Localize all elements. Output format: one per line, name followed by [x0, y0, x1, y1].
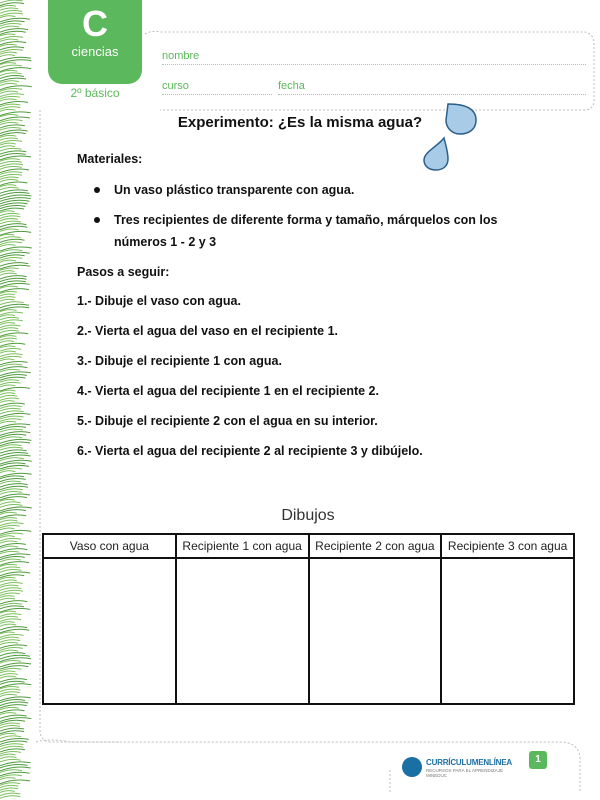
name-line[interactable] [162, 64, 586, 65]
drawing-cell-recipiente-1[interactable] [176, 558, 309, 704]
logo-text: CURRÍCULUMENLÍNEA [426, 758, 512, 767]
grade-label: 2º básico [70, 86, 120, 100]
course-line[interactable] [162, 94, 272, 95]
page-number: 1 [529, 751, 547, 769]
step-item: 6.- Vierta el agua del recipiente 2 al recipiente 3 y dibújelo. [77, 444, 423, 458]
column-header: Recipiente 1 con agua [176, 534, 309, 558]
step-item: 3.- Dibuje el recipiente 1 con agua. [77, 354, 282, 368]
drawing-cell-vaso[interactable] [43, 558, 176, 704]
drawing-cell-recipiente-3[interactable] [441, 558, 574, 704]
column-header: Recipiente 3 con agua [441, 534, 574, 558]
course-label: curso [162, 80, 189, 92]
curriculum-logo [402, 755, 512, 779]
drawings-title: Dibujos [281, 507, 335, 524]
logo-subtext: RECURSOS PARA EL APRENDIZAJE MINEDUC [426, 768, 504, 778]
drawing-cell-recipiente-2[interactable] [309, 558, 442, 704]
bullet-icon [94, 187, 100, 193]
column-header: Vaso con agua [43, 534, 176, 558]
logo-arrow-icon [402, 757, 422, 777]
materials-heading: Materiales: [77, 152, 143, 166]
date-line[interactable] [278, 94, 586, 95]
step-item: 4.- Vierta el agua del recipiente 1 en el recipiente 2. [77, 384, 379, 398]
step-item: 1.- Dibuje el vaso con agua. [77, 294, 241, 308]
badge-subject: ciencias [71, 44, 119, 59]
subject-badge [48, 0, 142, 84]
date-label: fecha [278, 80, 305, 92]
step-item: 5.- Dibuje el recipiente 2 con el agua en su interior. [77, 414, 378, 428]
drawings-table [42, 533, 575, 705]
badge-letter: C [82, 3, 108, 44]
water-drops-icon [420, 102, 480, 172]
materials-item: Un vaso plástico transparente con agua. [114, 183, 355, 197]
column-header: Recipiente 2 con agua [309, 534, 442, 558]
name-label: nombre [162, 50, 200, 62]
page-title: Experimento: ¿Es la misma agua? [177, 114, 423, 131]
step-item: 2.- Vierta el agua del vaso en el recipiente 1. [77, 324, 338, 338]
steps-heading: Pasos a seguir: [77, 265, 170, 279]
bullet-icon [94, 217, 100, 223]
materials-item: Tres recipientes de diferente forma y tamaño, márquelos con los números 1 - 2 y 3 [114, 213, 498, 249]
